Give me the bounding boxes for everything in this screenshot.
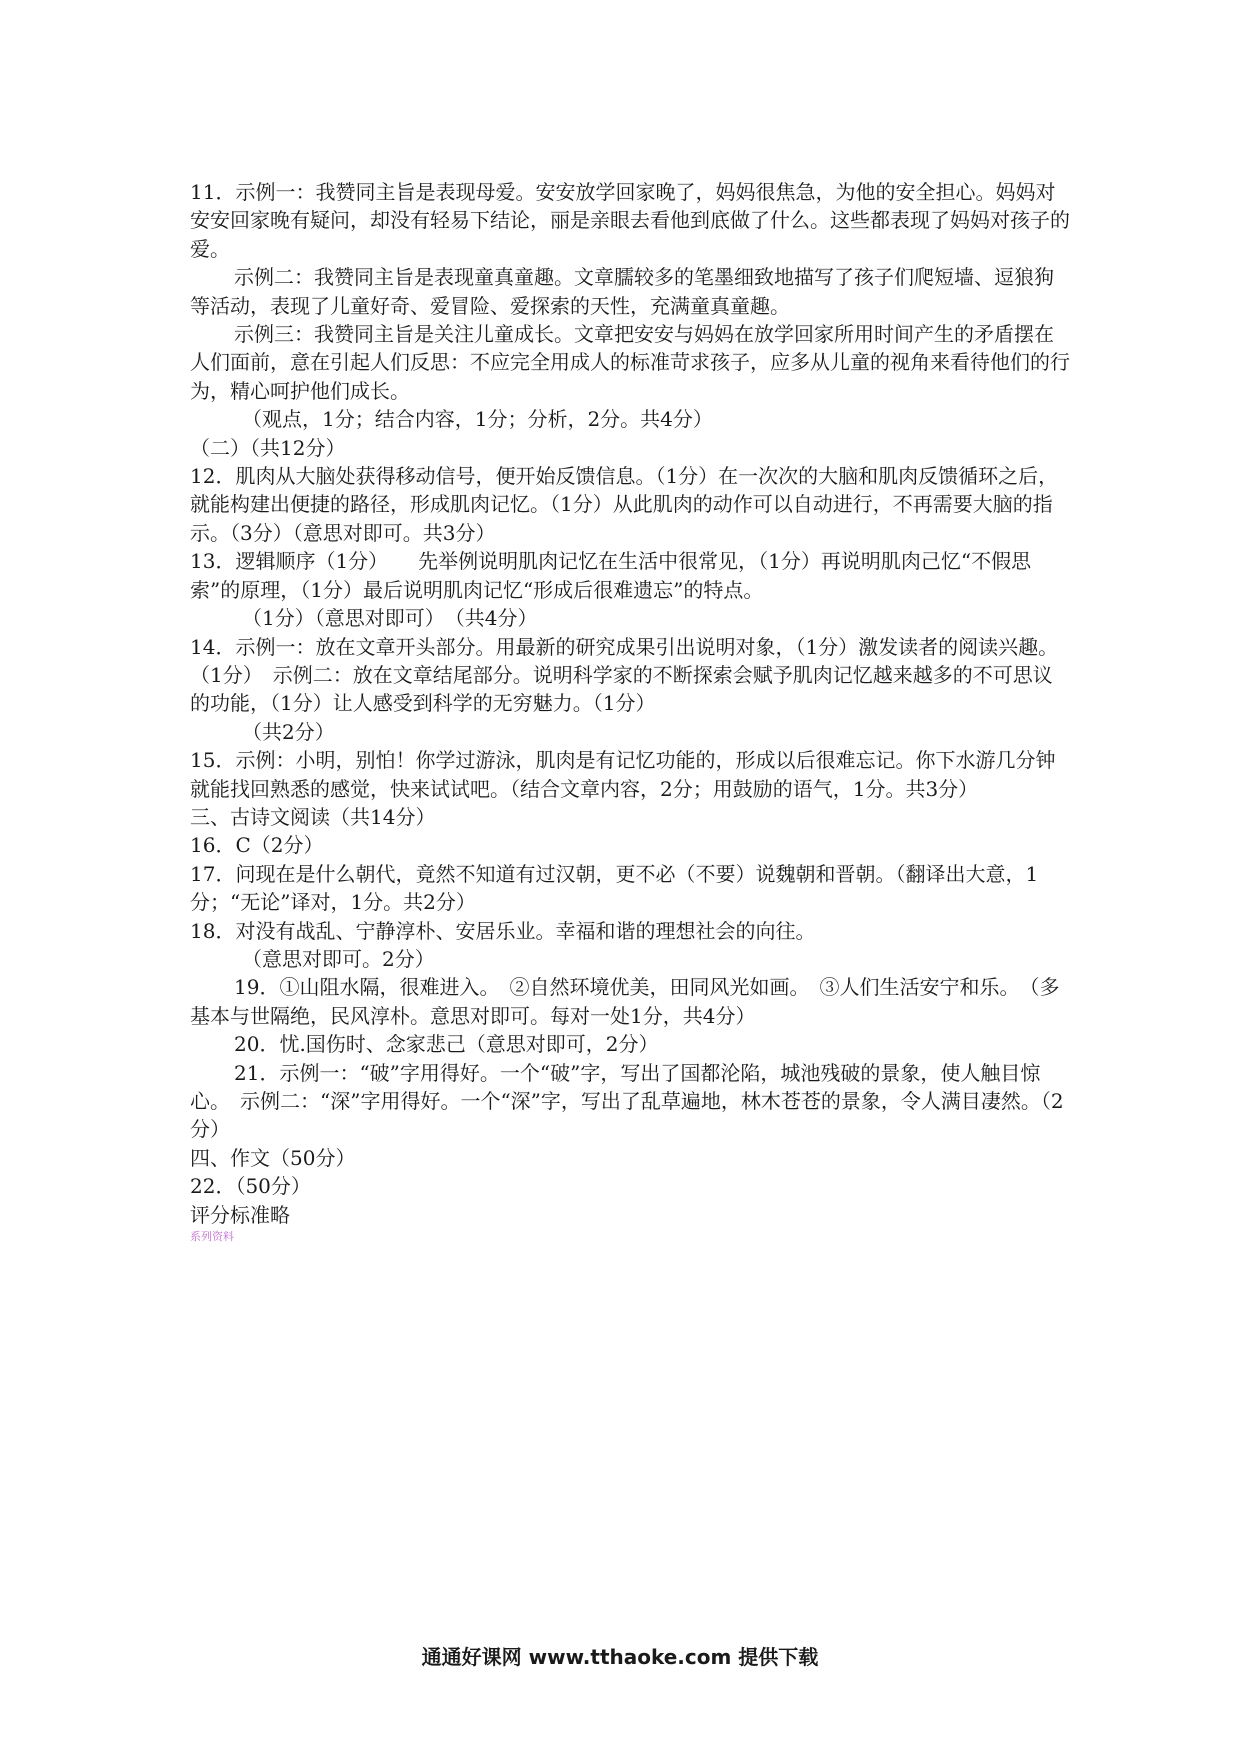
paragraph: 20．忧.国伤时、念家悲己（意思对即可，2分） <box>234 1032 659 1057</box>
section-heading: （二）（共12分） <box>190 435 346 460</box>
paragraph: 示例二：我赞同主旨是表现童真童趣。文章臑较多的笔墨细致地描写了孩子们爬短墙、逗狼狗等活动，表现了儿童好奇、爱冒险、爱探索的天性，充满童真童趣。 <box>190 265 1054 318</box>
paragraph: （意思对即可。2分） <box>242 946 435 971</box>
paragraph: 15．示例：小明，别怕！你学过游泳，肌肉是有记忆功能的，形成以后很难忘记。你下水游几分钟就能找回熟悉的感觉，快来试试吧。（结合文章内容，2分；用鼓励的语气，1分。共3分） <box>190 748 1056 801</box>
footer-download-note: 通通好课网 www.tthaoke.com 提供下载 <box>421 1645 819 1669</box>
small-note: 系列资料 <box>190 1230 234 1244</box>
paragraph: 21．示例一：“破”字用得好。一个“破”字，写出了国都沦陷，城池残破的景象，使人触目惊心。 示例二：“深”字用得好。一个“深”字，写出了乱草遍地，林木苍苍的景象，令人满目凄然。（2分） <box>190 1060 1064 1142</box>
paragraph: 19．①山阻水隔，很难进入。 ②自然环境优美，田同风光如画。 ③人们生活安宁和乐。 （多基本与世隔绝，民风淳朴。意思对即可。每对一处1分，共4分） <box>190 975 1060 1028</box>
paragraph: 18．对没有战乱、宁静淳朴、安居乐业。幸福和谐的理想社会的向往。 <box>190 918 816 943</box>
paragraph: （1分）（意思对即可） （共4分） <box>242 606 538 631</box>
paragraph: （共2分） <box>242 719 335 744</box>
paragraph: 11．示例一：我赞同主旨是表现母爱。安安放学回家晚了，妈妈很焦急，为他的安全担心。妈妈对安安回家晚有疑问，却没有轻易下结论，丽是亲眼去看他到底做了什么。这些都表现了妈妈对孩子的爱。 <box>190 180 1070 261</box>
section-heading: 四、作文（50分） <box>190 1145 356 1170</box>
paragraph: 14．示例一：放在文章开头部分。用最新的研究成果引出说明对象，（1分）激发读者的阅读兴趣。（1分） 示例二：放在文章结尾部分。说明科学家的不断探索会赋予肌肉记忆越来越多的不可思议的功能，（1分）让人感受到科学的无穷魅力。（1分） <box>190 634 1059 716</box>
paragraph: 16．C（2分） <box>190 833 324 858</box>
paragraph: 13．逻辑顺序（1分） 先举例说明肌肉记忆在生活中很常见，（1分）再说明肌肉己忆“不假思索”的原理，（1分）最后说明肌肉记忆“形成后很难遗忘”的特点。 <box>190 549 1032 602</box>
paragraph: 22．（50分） <box>190 1174 311 1199</box>
paragraph: 评分标准略 <box>190 1202 290 1227</box>
section-heading: 三、古诗文阅读（共14分） <box>190 804 436 829</box>
paragraph: （观点，1分；结合内容，1分；分析，2分。共4分） <box>242 407 713 432</box>
paragraph: 示例三：我赞同主旨是关注儿童成长。文章把安安与妈妈在放学回家所用时间产生的矛盾摆在人们面前，意在引起人们反思：不应完全用成人的标准苛求孩子，应多从儿童的视角来看待他们的行为，精心呵护他们成长。 <box>190 322 1070 403</box>
answer-content <box>190 178 1070 1245</box>
paragraph: 17．问现在是什么朝代，竟然不知道有过汉朝，更不必（不要）说魏朝和晋朝。（翻译出大意，1分；“无论”译对，1分。共2分） <box>190 861 1039 915</box>
paragraph: 12．肌肉从大脑处获得移动信号，便开始反馈信息。（1分）在一次次的大脑和肌肉反馈循环之后，就能构建出便捷的路径，形成肌肉记忆。（1分）从此肌肉的动作可以自动进行，不再需要大脑的指示。（3分）（意思对即可。共3分） <box>190 464 1059 545</box>
